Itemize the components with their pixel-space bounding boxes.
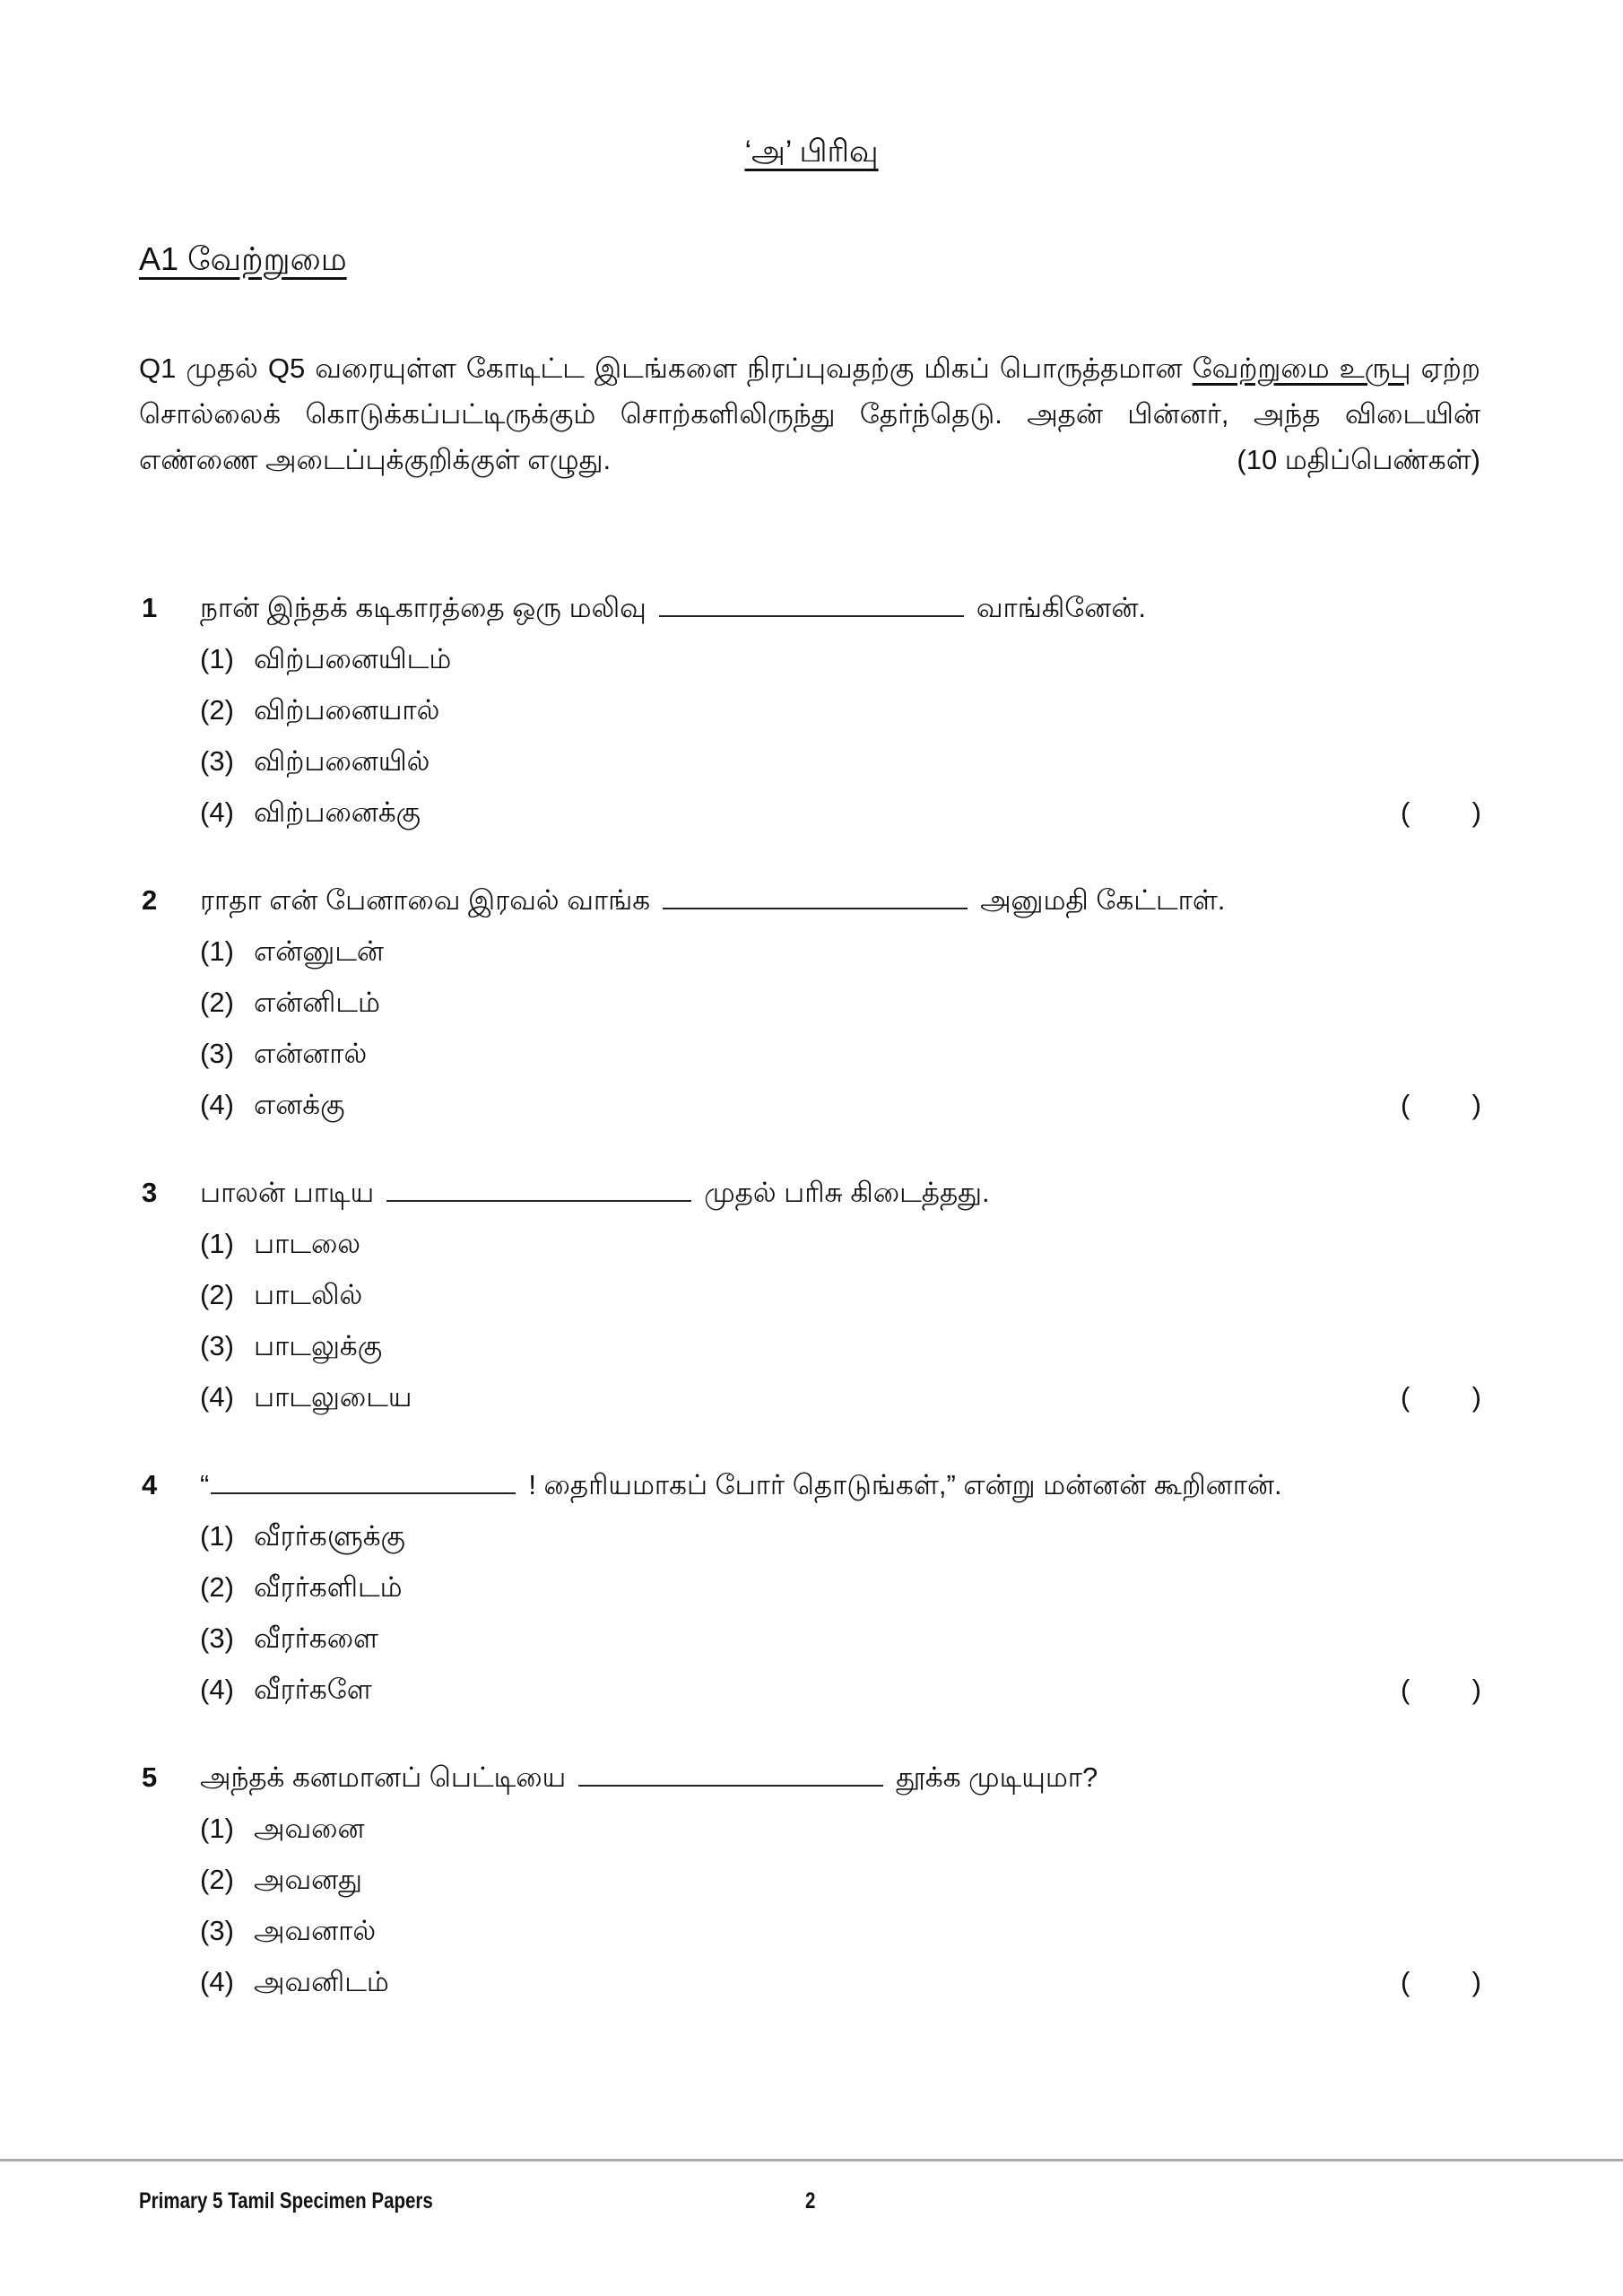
question-5 xyxy=(0,1761,1623,2031)
answer-blank xyxy=(578,1784,883,1787)
question-text xyxy=(200,884,1225,920)
option-number: (1) xyxy=(200,1520,234,1552)
option-2 xyxy=(200,987,380,1022)
option-text: என்னுடன் xyxy=(254,935,384,967)
question-number: 5 xyxy=(142,1761,158,1793)
paren-open: ( xyxy=(1401,1674,1410,1705)
question-text-before: நான் இந்தக் கடிகாரத்தை ஒரு மலிவு xyxy=(200,592,647,623)
paren-close: ) xyxy=(1471,1966,1481,1997)
answer-box[interactable] xyxy=(1401,1966,1481,1998)
question-text-after: முதல் பரிசு கிடைத்தது. xyxy=(704,1177,990,1208)
footer-title: Primary 5 Tamil Specimen Papers xyxy=(139,2188,433,2213)
option-text: விற்பனையில் xyxy=(254,745,430,777)
paren-open: ( xyxy=(1401,1381,1410,1413)
option-3 xyxy=(200,1622,378,1658)
option-number: (4) xyxy=(200,1089,234,1120)
option-number: (3) xyxy=(200,1330,234,1361)
option-3 xyxy=(200,1915,376,1951)
footer-divider xyxy=(0,2159,1623,2161)
answer-blank xyxy=(386,1199,691,1202)
question-text-before: “ xyxy=(200,1469,210,1500)
question-text-after: ! தைரியமாகப் போர் தொடுங்கள்,” என்று மன்னன் கூறினான். xyxy=(528,1469,1282,1500)
instructions-part2: ஏற்ற சொல்லைக் கொடுக்கப்பட்டிருக்கும் சொற்களிலிருந்து தேர்ந்தெடு. அதன் பின்னர், அந்த விடையின் எண்ணை அடைப்புக்குறிக்குள் எழுது. xyxy=(139,352,1480,475)
option-number: (3) xyxy=(200,1622,234,1654)
option-2 xyxy=(200,1571,403,1607)
option-text: விற்பனைக்கு xyxy=(254,796,421,828)
option-text: அவனிடம் xyxy=(254,1966,389,1997)
option-number: (1) xyxy=(200,1228,234,1259)
option-text: அவனை xyxy=(254,1813,365,1844)
question-4 xyxy=(0,1469,1623,1738)
option-number: (1) xyxy=(200,935,234,967)
option-text: அவனால் xyxy=(254,1915,377,1946)
section-title-text: ‘அ’ பிரிவு xyxy=(744,135,879,169)
section-title xyxy=(0,135,1623,173)
question-number: 3 xyxy=(142,1177,158,1208)
option-number: (1) xyxy=(200,643,234,674)
option-text: விற்பனையிடம் xyxy=(254,643,452,674)
option-text: பாடலை xyxy=(254,1228,361,1259)
option-number: (3) xyxy=(200,745,234,777)
paren-open: ( xyxy=(1401,1966,1410,1997)
instructions-underlined: வேற்றுமை உருபு xyxy=(1192,352,1411,384)
option-number: (3) xyxy=(200,1038,234,1069)
answer-box[interactable] xyxy=(1401,1381,1481,1413)
question-text xyxy=(200,1177,990,1213)
option-text: பாடலுக்கு xyxy=(254,1330,383,1361)
option-text: எனக்கு xyxy=(254,1089,345,1120)
option-number: (2) xyxy=(200,1864,234,1895)
option-number: (4) xyxy=(200,1674,234,1705)
option-text: பாடலுடைய xyxy=(254,1381,412,1413)
option-text: பாடலில் xyxy=(254,1279,363,1310)
option-4 xyxy=(200,1381,412,1417)
option-text: வீரர்களை xyxy=(254,1622,379,1654)
instructions xyxy=(139,345,1480,483)
option-text: வீரர்களே xyxy=(254,1674,372,1705)
option-3 xyxy=(200,745,430,781)
option-text: என்னிடம் xyxy=(254,987,380,1018)
question-text-after: தூக்க முடியுமா? xyxy=(896,1761,1098,1793)
question-number: 2 xyxy=(142,884,158,916)
answer-blank xyxy=(211,1492,516,1494)
answer-box[interactable] xyxy=(1401,796,1481,829)
option-text: அவனது xyxy=(254,1864,363,1895)
option-1 xyxy=(200,643,451,679)
option-1 xyxy=(200,1228,360,1264)
option-4 xyxy=(200,1674,372,1709)
question-text-after: வாங்கினேன். xyxy=(976,592,1146,623)
option-number: (1) xyxy=(200,1813,234,1844)
paren-close: ) xyxy=(1471,1674,1481,1705)
paren-open: ( xyxy=(1401,796,1410,828)
option-number: (4) xyxy=(200,1966,234,1997)
option-3 xyxy=(200,1330,382,1366)
option-text: வீரர்களுக்கு xyxy=(254,1520,405,1552)
option-number: (2) xyxy=(200,1571,234,1603)
option-number: (2) xyxy=(200,987,234,1018)
option-2 xyxy=(200,694,439,730)
question-1 xyxy=(0,592,1623,861)
option-2 xyxy=(200,1864,362,1900)
question-text-before: பாலன் பாடிய xyxy=(200,1177,375,1208)
question-text-before: ராதா என் பேனாவை இரவல் வாங்க xyxy=(200,884,651,916)
marks-label: (10 மதிப்பெண்கள்) xyxy=(1237,444,1480,475)
question-text-after: அனுமதி கேட்டாள். xyxy=(980,884,1226,916)
question-text-before: அந்தக் கனமானப் பெட்டியை xyxy=(200,1761,567,1793)
question-number: 4 xyxy=(142,1469,158,1500)
question-text xyxy=(200,592,1146,628)
question-2 xyxy=(0,884,1623,1153)
subsection-title: A1 வேற்றுமை xyxy=(139,240,347,277)
paren-open: ( xyxy=(1401,1089,1410,1120)
option-number: (2) xyxy=(200,694,234,726)
question-text xyxy=(200,1469,1282,1505)
option-4 xyxy=(200,1089,344,1125)
answer-box[interactable] xyxy=(1401,1089,1481,1121)
question-text xyxy=(200,1761,1098,1797)
option-1 xyxy=(200,1520,405,1556)
answer-blank xyxy=(663,907,968,909)
option-2 xyxy=(200,1279,362,1315)
paren-close: ) xyxy=(1471,1381,1481,1413)
option-text: விற்பனையால் xyxy=(254,694,440,726)
option-1 xyxy=(200,1813,365,1848)
paren-close: ) xyxy=(1471,1089,1481,1120)
option-1 xyxy=(200,935,384,971)
question-number: 1 xyxy=(142,592,158,623)
option-3 xyxy=(200,1038,367,1074)
paren-close: ) xyxy=(1471,796,1481,828)
option-4 xyxy=(200,1966,389,2002)
answer-blank xyxy=(659,614,964,617)
question-3 xyxy=(0,1177,1623,1446)
option-text: என்னால் xyxy=(254,1038,368,1069)
option-number: (4) xyxy=(200,796,234,828)
option-4 xyxy=(200,796,421,832)
option-number: (3) xyxy=(200,1915,234,1946)
option-text: வீரர்களிடம் xyxy=(254,1571,403,1603)
instructions-part1: Q1 முதல் Q5 வரையுள்ள கோடிட்ட இடங்களை நிரப்புவதற்கு மிகப் பொருத்தமான xyxy=(139,352,1193,384)
answer-box[interactable] xyxy=(1401,1674,1481,1706)
page-number: 2 xyxy=(805,2188,816,2213)
option-number: (2) xyxy=(200,1279,234,1310)
option-number: (4) xyxy=(200,1381,234,1413)
